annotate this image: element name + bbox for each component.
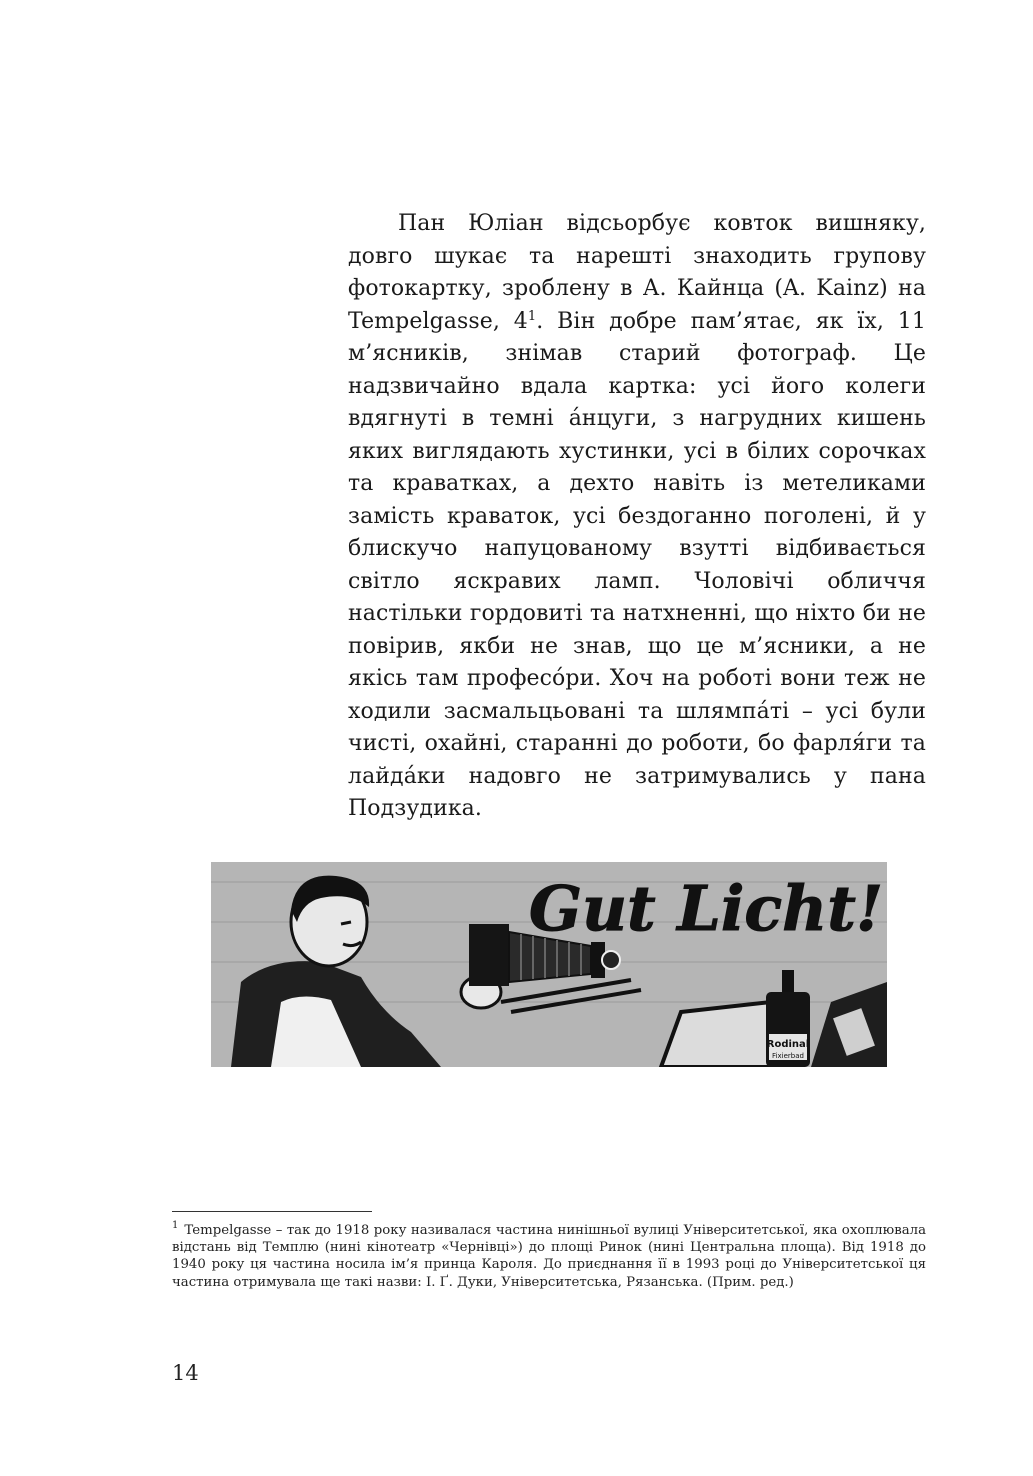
camera-lens (602, 951, 620, 969)
headline-text: Gut Licht! (529, 872, 884, 945)
footnote-reference[interactable]: 1 (527, 308, 537, 324)
page-number: 14 (172, 1361, 199, 1385)
vintage-photographer-illustration (211, 862, 887, 1067)
footnote (172, 1222, 926, 1291)
footnote-text: Tempelgasse – так до 1918 року називалася частина нинішньої вулиці Університетської, яка охоплювала відстань від Темплю (нині кінотеатр «Чернівці») до площі Ринок (нині Центральна площа). Від 1918 до 1940 року ця частина носила ім’я принца Кароля. До приєднання її в 1993 році до Університетської ця частина отримувала ще такі назви: І. Ґ. Дуки, Університетська, Рязанська. (Прим. ред.) (172, 1223, 926, 1290)
footnote-marker: 1 (172, 1220, 179, 1231)
paragraph-text-end: . Він добре пам’ятає, як їх, 11 м’ясників, знімав старий фотограф. Це надзвичайно вдала картка: усі його колеги вдягнуті в темні а́нцуги, з нагрудних кишень яких виглядають хустинки, усі в білих сорочках та краватках, а дехто навіть із метеликами замість краваток, усі бездоганно поголені, й у блискучо напуцованому взутті відбивається світло яскравих ламп. Чоловічі обличчя настільки гордовиті та натхненні, що ніхто би не повірив, якби не знав, що це м’ясники, а не якісь там професо́ри. Хоч на роботі вони теж не ходили засмальцьовані та шлямпа́ті – усі були чисті, охайні, старанні до роботи, бо фарля́ги та лайда́ки надовго не затримувались у пана Подзудика. (348, 308, 927, 821)
paragraph-text-start: Пан Юліан відсьорбує ковток вишняку, довго шукає та нарешті знаходить групову фотокартку, зроблену в А. Кайнца (A. Kainz) на Tempelgasse, 4 (348, 211, 926, 334)
illustration-svg (211, 862, 887, 1067)
bottle-neck (782, 970, 794, 994)
footnote-divider (172, 1211, 372, 1212)
main-paragraph (348, 208, 926, 826)
paragraph (348, 208, 926, 826)
bottle-label-sub: Fixierbad (772, 1052, 804, 1060)
camera-body (469, 924, 509, 986)
bottle-label-brand: Rodinal (766, 1039, 810, 1050)
